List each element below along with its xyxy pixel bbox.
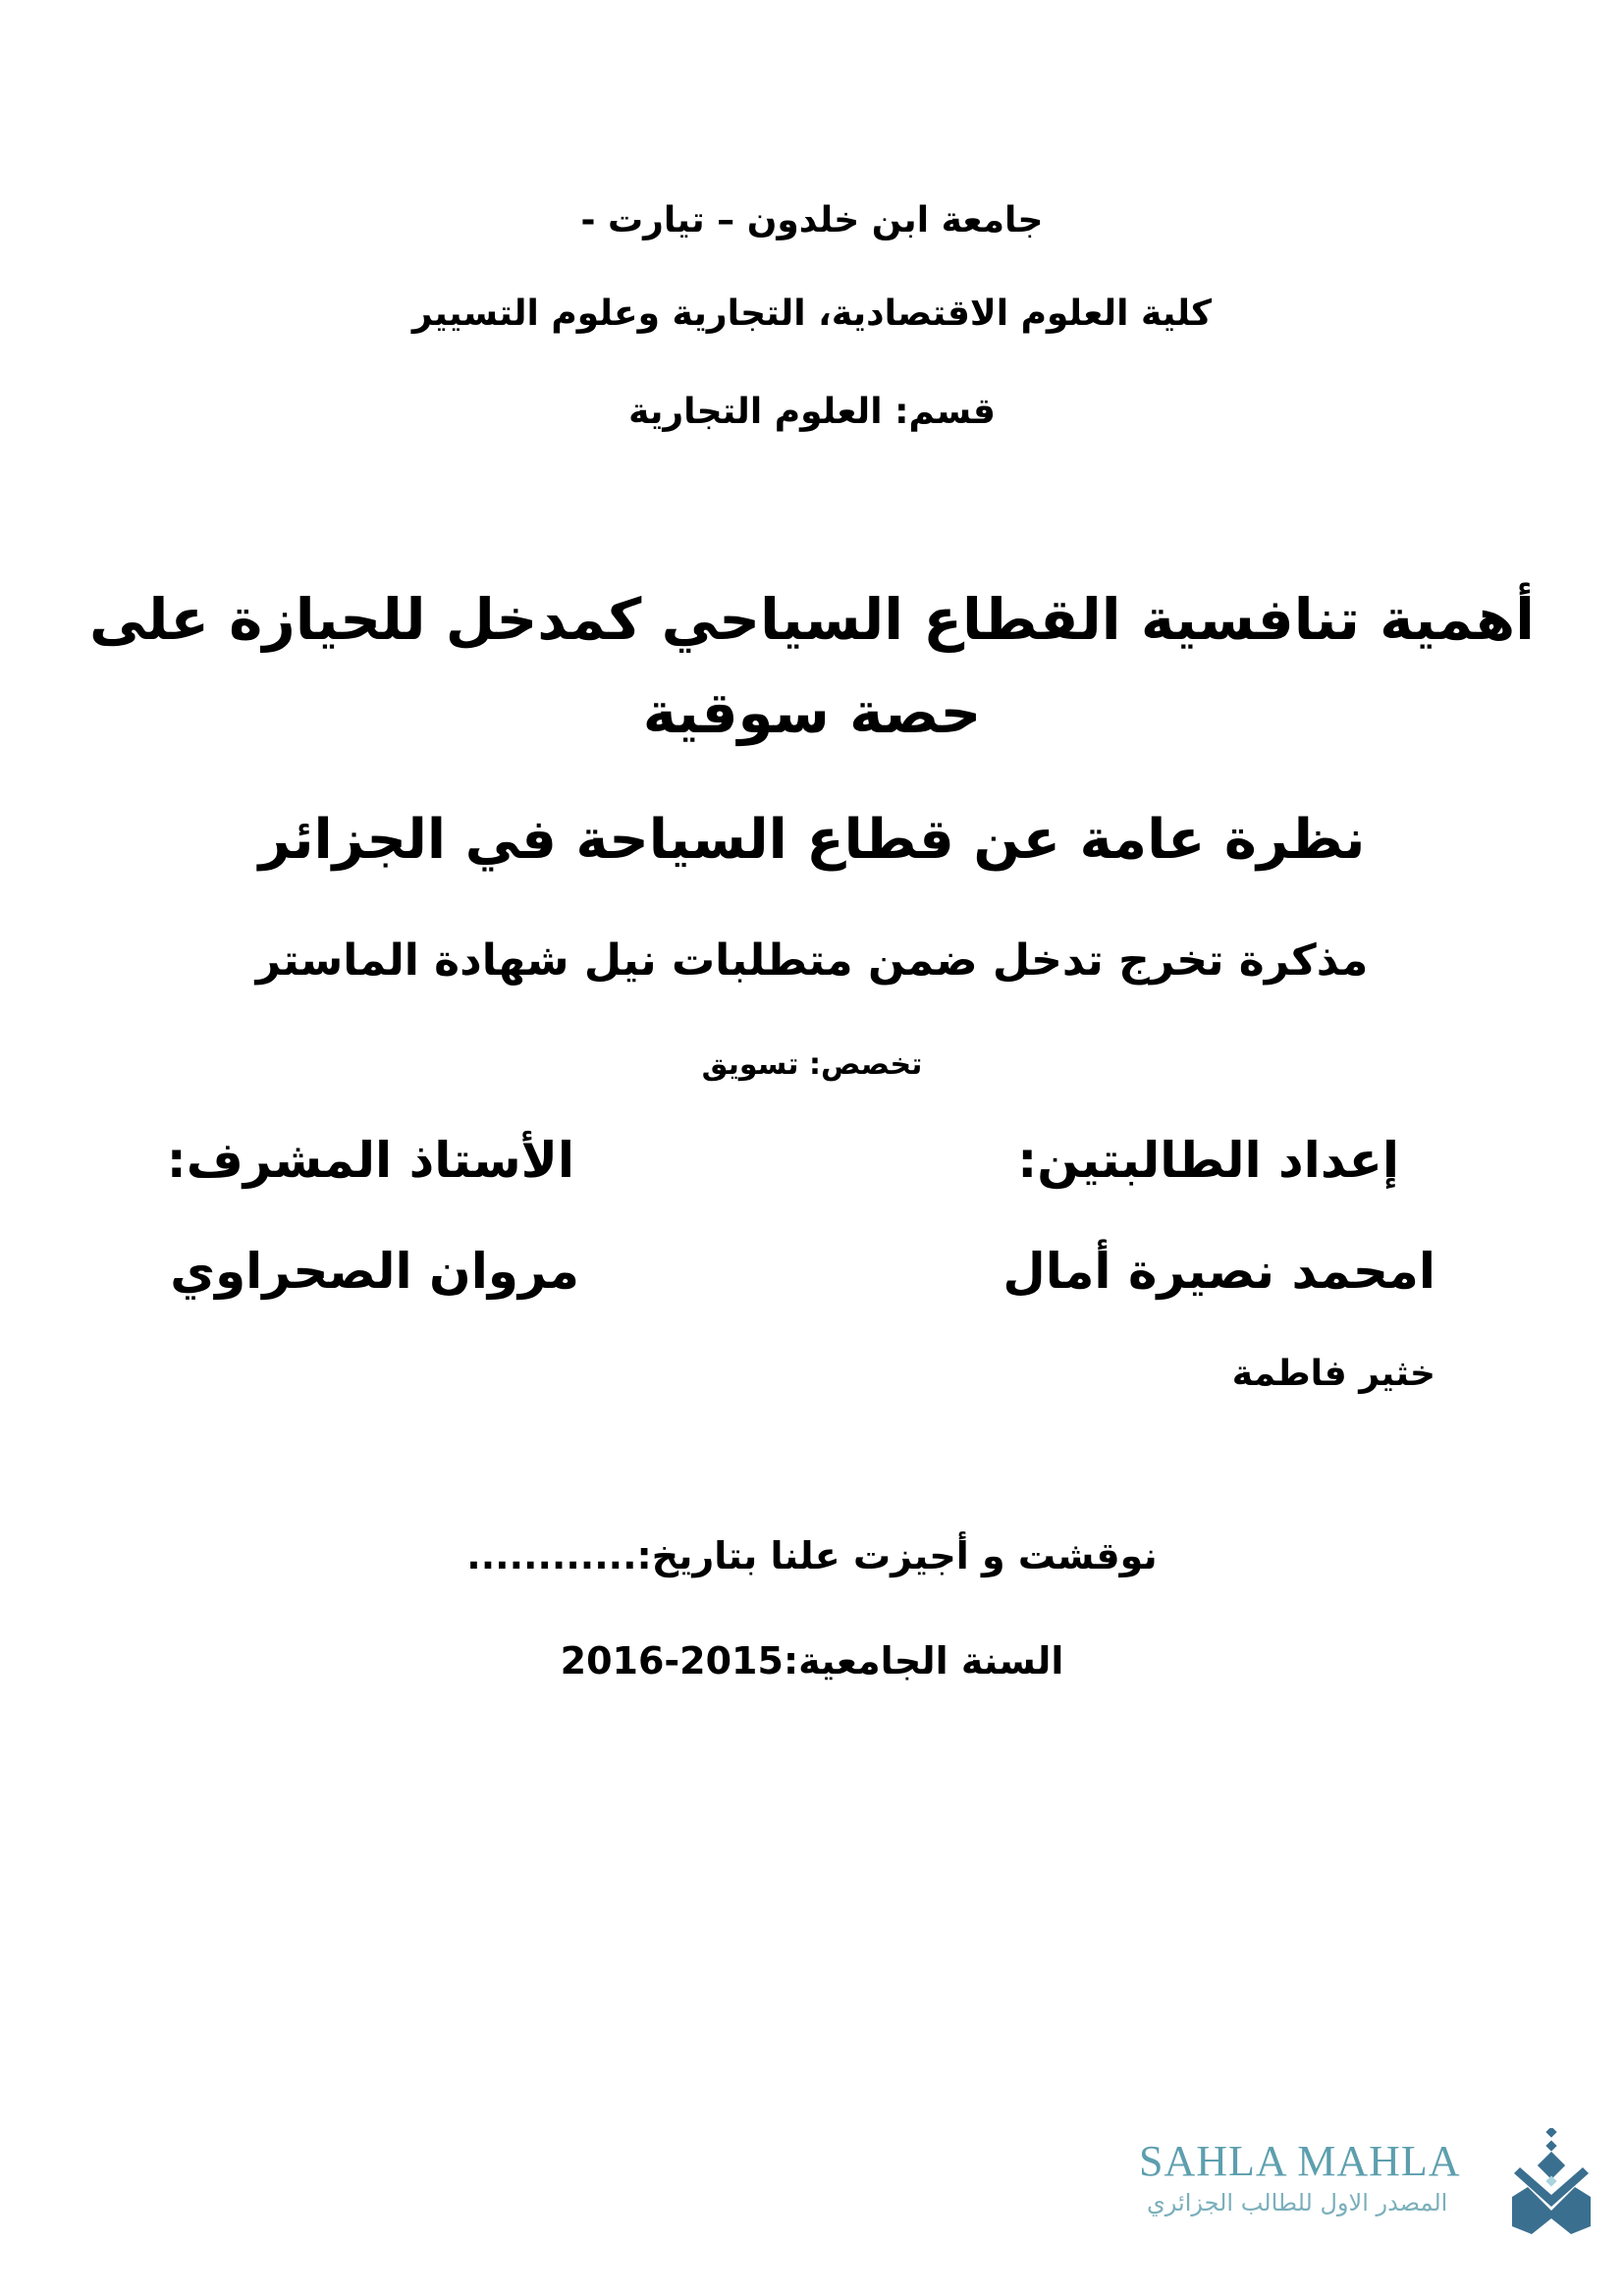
department-name: قسم: العلوم التجارية	[628, 392, 996, 432]
students-label: إعداد الطالبتين:	[1017, 1132, 1399, 1189]
logo-text: SAHLA MAHLA	[1139, 2137, 1461, 2185]
faculty-name: كلية العلوم الاقتصادية، التجارية وعلوم التسيير	[411, 294, 1213, 334]
logo-mark-icon	[1512, 2128, 1591, 2236]
student-name: امحمد نصيرة أمال	[1002, 1243, 1435, 1300]
university-name: جامعة ابن خلدون – تيارت -	[580, 200, 1044, 240]
sahla-mahla-logo	[1139, 2128, 1591, 2236]
thesis-description: مذكرة تخرج تدخل ضمن متطلبات نيل شهادة الماستر	[255, 935, 1369, 986]
specialty: تخصص: تسويق	[701, 1047, 923, 1082]
thesis-subtitle: نظرة عامة عن قطاع السياحة في الجزائر	[258, 808, 1366, 872]
defense-date: نوقشت و أجيزت علنا بتاريخ:............	[466, 1534, 1158, 1577]
student-name: خثير فاطمة	[1231, 1354, 1435, 1394]
thesis-title-line1: أهمية تنافسية القطاع السياحي كمدخل للحيازة على	[89, 586, 1535, 653]
supervisor-name: مروان الصحراوي	[170, 1243, 579, 1300]
thesis-title-line2: حصة سوقية	[642, 679, 982, 746]
supervisor-label: الأستاذ المشرف:	[166, 1132, 574, 1189]
logo-tagline: المصدر الاول للطالب الجزائري	[1147, 2189, 1448, 2216]
academic-year: السنة الجامعية:2015-2016	[560, 1639, 1064, 1682]
